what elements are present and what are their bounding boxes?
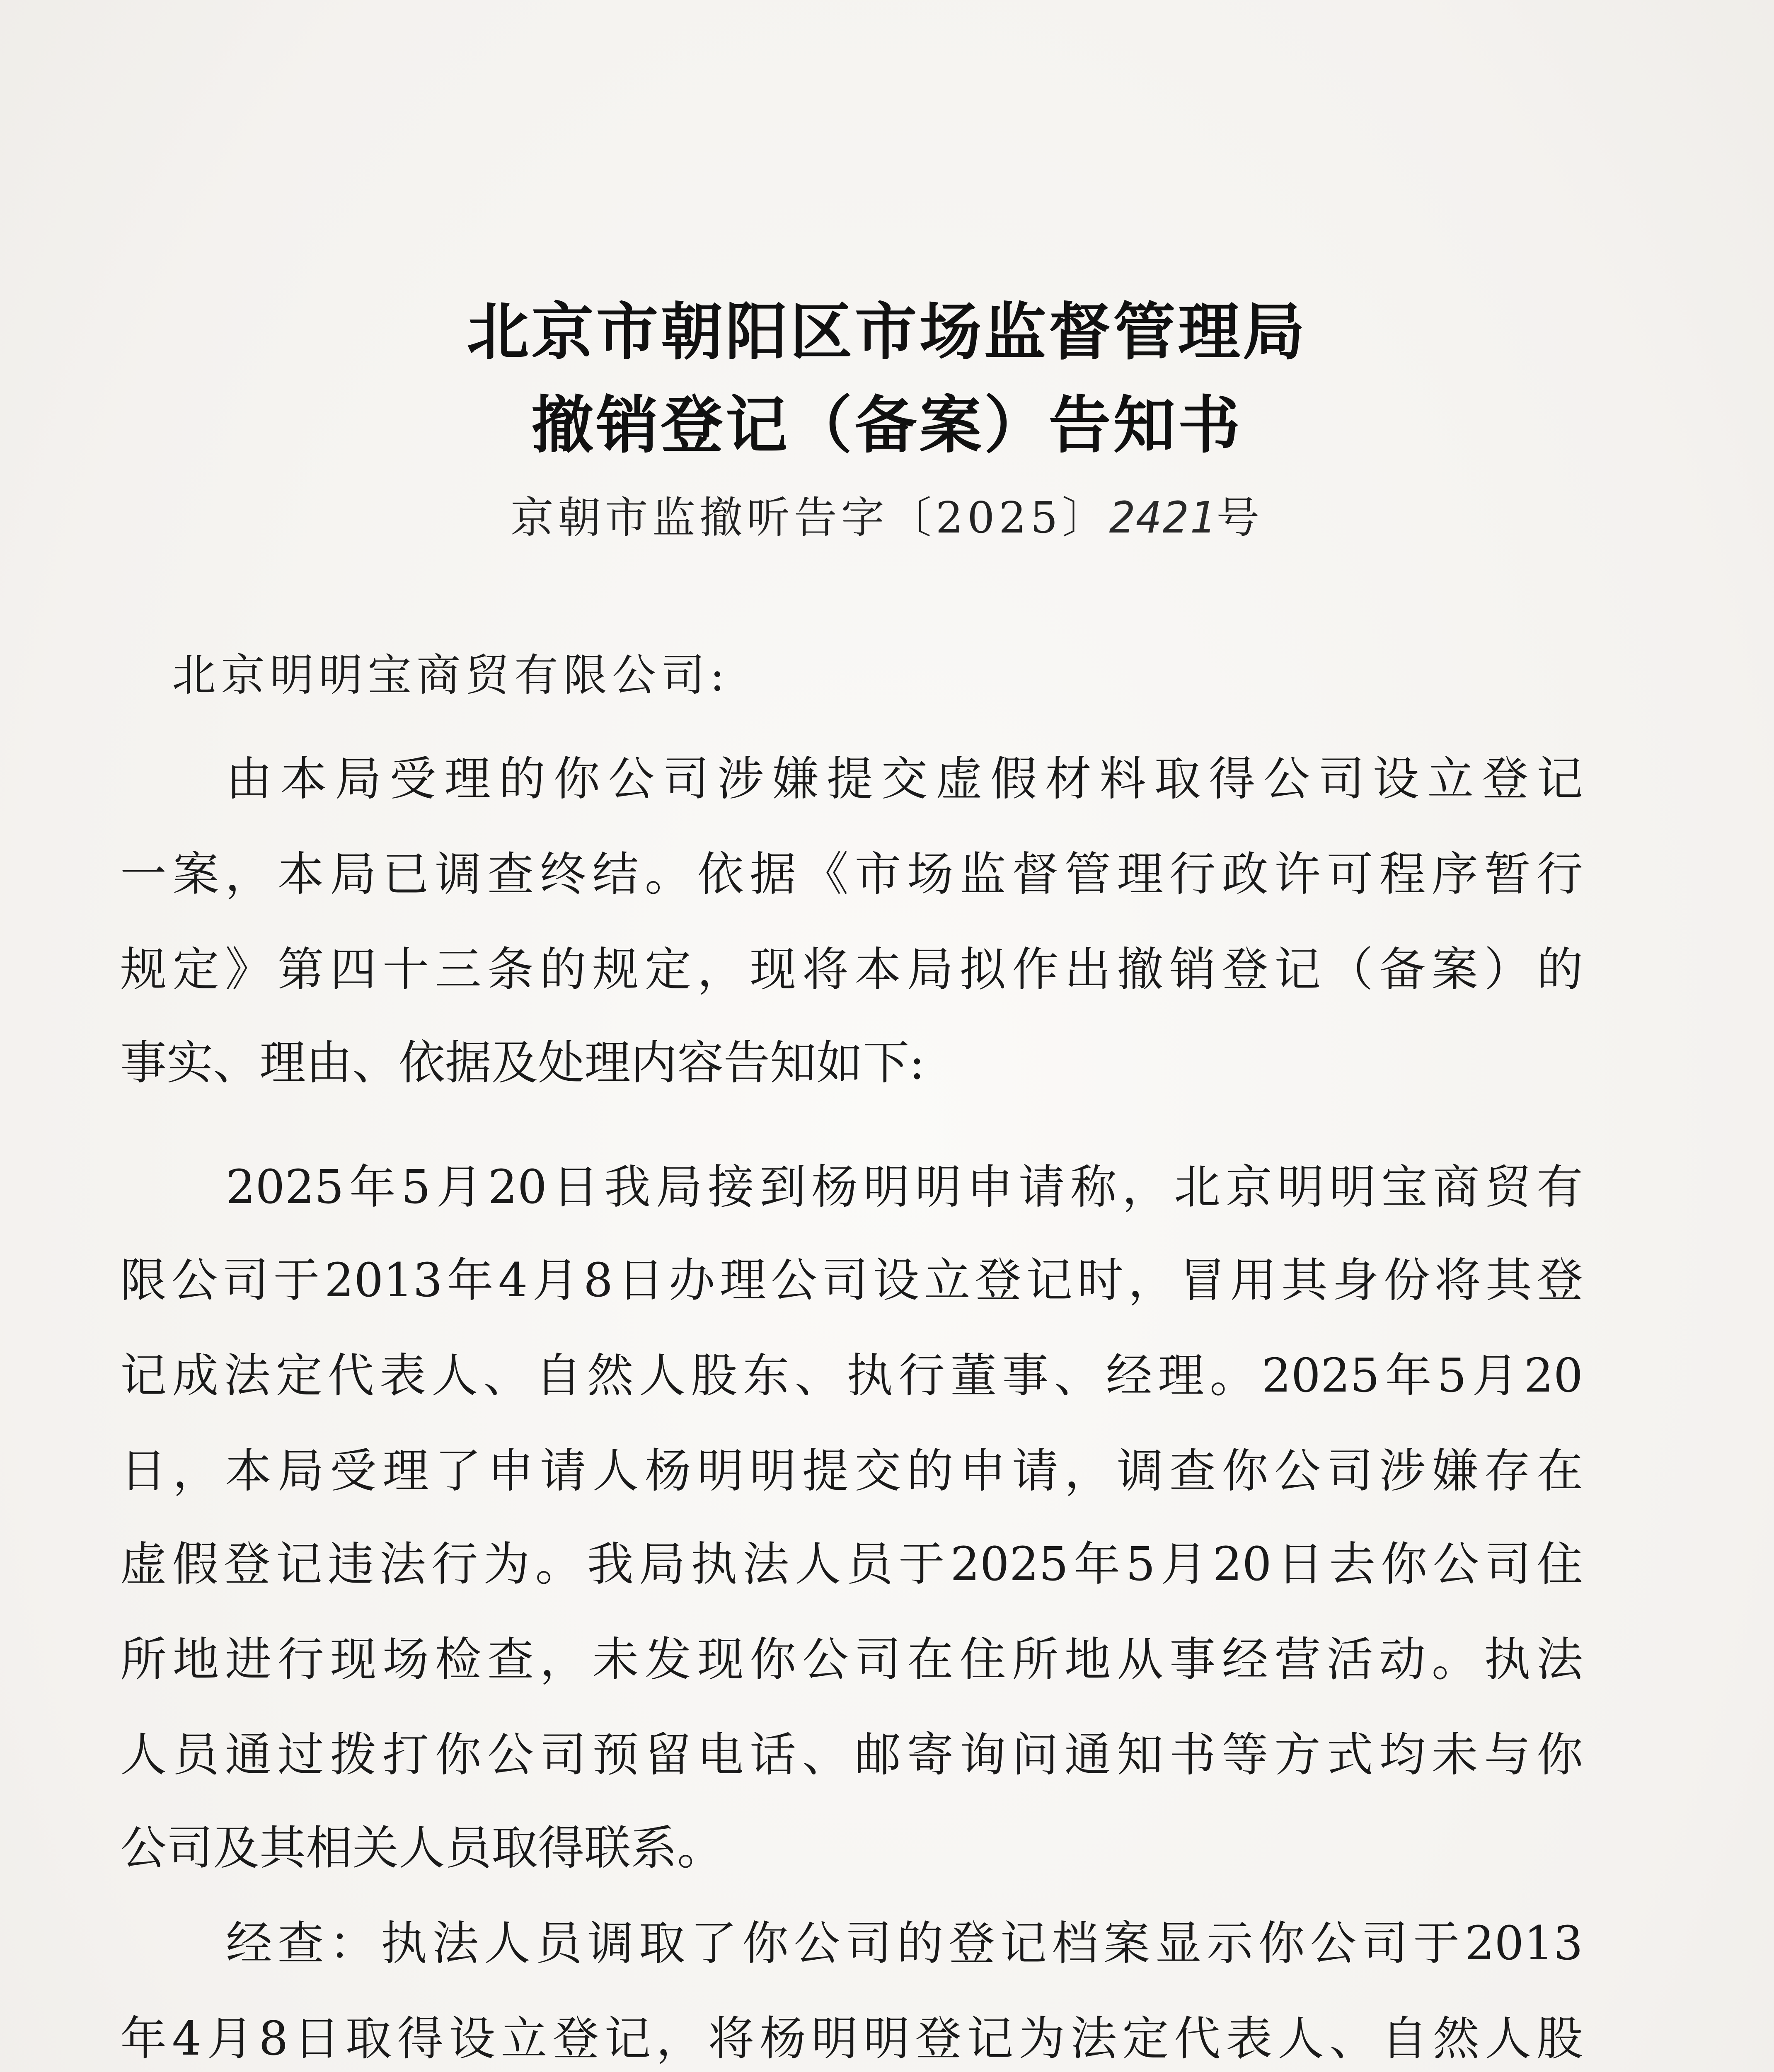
document-number: [0, 483, 1774, 545]
paragraph2-line: 虚假登记违法行为。我局执法人员于2025年5月20日去你公司住: [120, 1537, 1583, 1591]
document-number-prefix: 京朝市监撤听告字〔2025〕: [510, 492, 1109, 543]
paragraph3-line: 经查：执法人员调取了你公司的登记档案显示你公司于2013: [226, 1917, 1583, 1970]
document-title-line2: 撤销登记（备案）告知书: [531, 390, 1243, 462]
document-number-suffix: 号: [1216, 492, 1264, 543]
paragraph3-line: 年4月8日取得设立登记，将杨明明登记为法定代表人、自然人股: [120, 2012, 1583, 2066]
paragraph1-line: 规定》第四十三条的规定，现将本局拟作出撤销登记（备案）的: [120, 943, 1583, 997]
paragraph2-line: 人员通过拨打你公司预留电话、邮寄询问通知书等方式均未与你: [120, 1728, 1583, 1782]
paragraph1-line: 由本局受理的你公司涉嫌提交虚假材料取得公司设立登记: [226, 752, 1583, 806]
paragraph1-line: 事实、理由、依据及处理内容告知如下:: [120, 1036, 925, 1090]
addressee: 北京明明宝商贸有限公司:: [172, 650, 730, 701]
paragraph2-line: 2025年5月20日我局接到杨明明申请称，北京明明宝商贸有: [226, 1160, 1583, 1214]
paragraph1-line: 一案，本局已调查终结。依据《市场监督管理行政许可程序暂行: [120, 847, 1583, 901]
paragraph2-line: 所地进行现场检查，未发现你公司在住所地从事经营活动。执法: [120, 1633, 1583, 1687]
paragraph2-line: 限公司于2013年4月8日办理公司设立登记时，冒用其身份将其登: [120, 1254, 1583, 1307]
paragraph2-line: 日，本局受理了申请人杨明明提交的申请，调查你公司涉嫌存在: [120, 1444, 1583, 1498]
document-title-line1: 北京市朝阳区市场监督管理局: [467, 296, 1307, 368]
document-number-handwritten: 2421: [1109, 492, 1217, 543]
paragraph2-line: 公司及其相关人员取得联系。: [120, 1821, 724, 1875]
paragraph2-line: 记成法定代表人、自然人股东、执行董事、经理。2025年5月20: [120, 1349, 1583, 1403]
